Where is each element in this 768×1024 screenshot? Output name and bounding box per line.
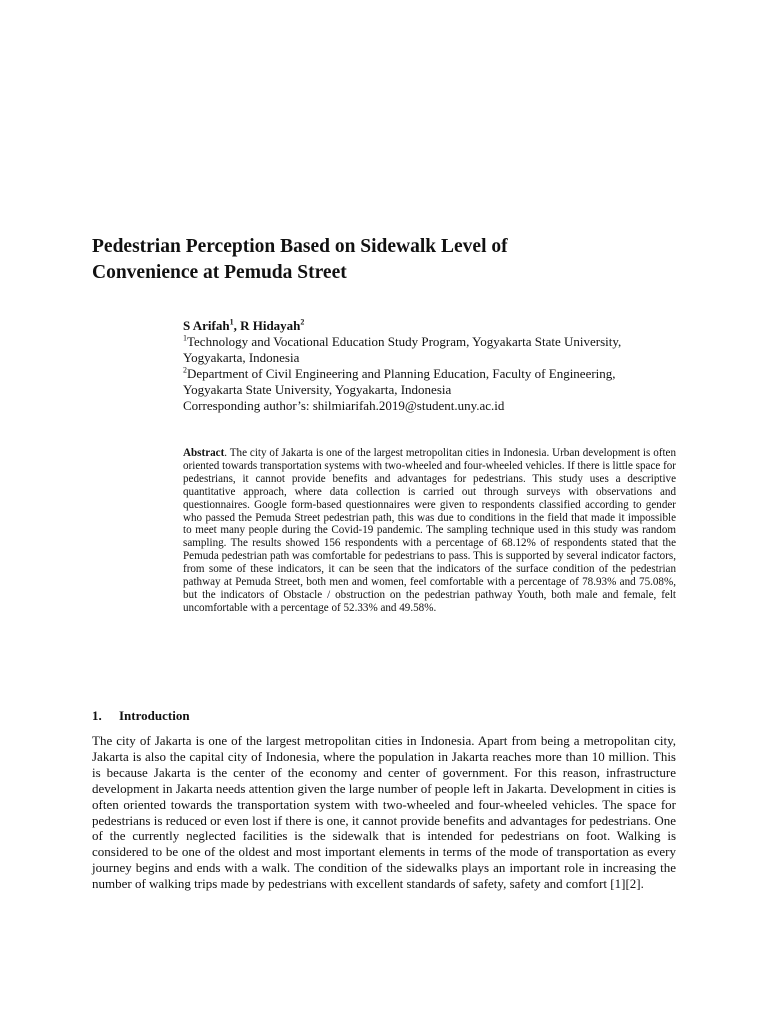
abstract-text: . The city of Jakarta is one of the largest metropolitan cities in Indonesia. Urban development is often oriented towards transportation systems with two-wheeled and four-wheeled vehicles. If there is little space for pedestrians, it cannot provide benefits and advantages for pedestrians. This study uses a descriptive quantitative approach, where data collection is carried out through surveys with observations and questionnaires. Google form-based questionnaires were given to respondents classified according to gender who passed the Pemuda Street pedestrian path, this was due to conditions in the field that made it impossible to meet many people during the Covid-19 pandemic. The sampling technique used in this study was random sampling. The results showed 156 respondents with a percentage of 68.12% of respondents stated that the Pemuda pedestrian path was comfortable for pedestrians to pass. This is supported by several indicator factors, from some of these indicators, it can be seen that the indicators of the surface condition of the pedestrian pathway at Pemuda Street, both men and women, feel comfortable with a percentage of 78.93% and 75.08%, but the indicators of Obstacle / obstruction on the pedestrian pathway Youth, both male and female, felt uncomfortable with a percentage of 52.33% and 49.58%. xyxy=(183,447,676,614)
affiliation-2-text: Department of Civil Engineering and Planning Education, Faculty of Engineering, xyxy=(187,366,616,381)
abstract xyxy=(183,447,676,615)
corresponding-author: Corresponding author’s: shilmiarifah.2019@student.uny.ac.id xyxy=(183,398,505,413)
section-heading-introduction xyxy=(92,708,190,724)
affiliation-2-line-2: Yogyakarta State University, Yogyakarta, Indonesia xyxy=(183,382,452,397)
author-name-2: R Hidayah xyxy=(240,318,301,333)
affiliation-1-line-1 xyxy=(183,334,683,350)
introduction-paragraph: The city of Jakarta is one of the largest metropolitan cities in Indonesia. Apart from being a metropolitan city, Jakarta is also the capital city of Indonesia, where the population in Jakarta reaches more than 10 million. This is because Jakarta is the center of the economy and center of government. For this reason, infrastructure development in Jakarta needs attention given the large number of people left in Jakarta. Development in cities is often oriented towards the transportation system with two-wheeled and four-wheeled vehicles. The space for pedestrians is reduced or even lost if there is one, it cannot provide benefits and advantages for pedestrians. One of the currently neglected facilities is the sidewalk that is intended for pedestrians on foot. Walking is considered to be one of the oldest and most important elements in terms of the mode of transportation as every journey begins and ends with a walk. The condition of the sidewalks plays an important role in increasing the number of walking trips made by pedestrians with excellent standards of safety, safety and comfort [1][2]. xyxy=(92,733,676,892)
title-line-2: Convenience at Pemuda Street xyxy=(92,262,347,283)
abstract-label: Abstract xyxy=(183,447,225,459)
paper-title xyxy=(92,234,652,286)
author-2-affiliation-mark: 2 xyxy=(300,317,305,327)
author-block xyxy=(183,318,683,414)
section-title: Introduction xyxy=(119,708,190,723)
author-1-affiliation-mark: 1 xyxy=(229,317,234,327)
author-list xyxy=(183,318,683,334)
author-name-1: S Arifah xyxy=(183,318,230,333)
affiliation-1-text: Technology and Vocational Education Study Program, Yogyakarta State University, xyxy=(187,334,622,349)
affiliation-2-mark: 2 xyxy=(183,365,187,375)
affiliation-1-mark: 1 xyxy=(183,333,187,343)
affiliation-2-line-1 xyxy=(183,366,683,382)
section-number: 1. xyxy=(92,708,102,723)
author-separator: , xyxy=(233,318,241,333)
title-line-1: Pedestrian Perception Based on Sidewalk Level of xyxy=(92,236,508,257)
affiliation-1-line-2: Yogyakarta, Indonesia xyxy=(183,350,300,365)
